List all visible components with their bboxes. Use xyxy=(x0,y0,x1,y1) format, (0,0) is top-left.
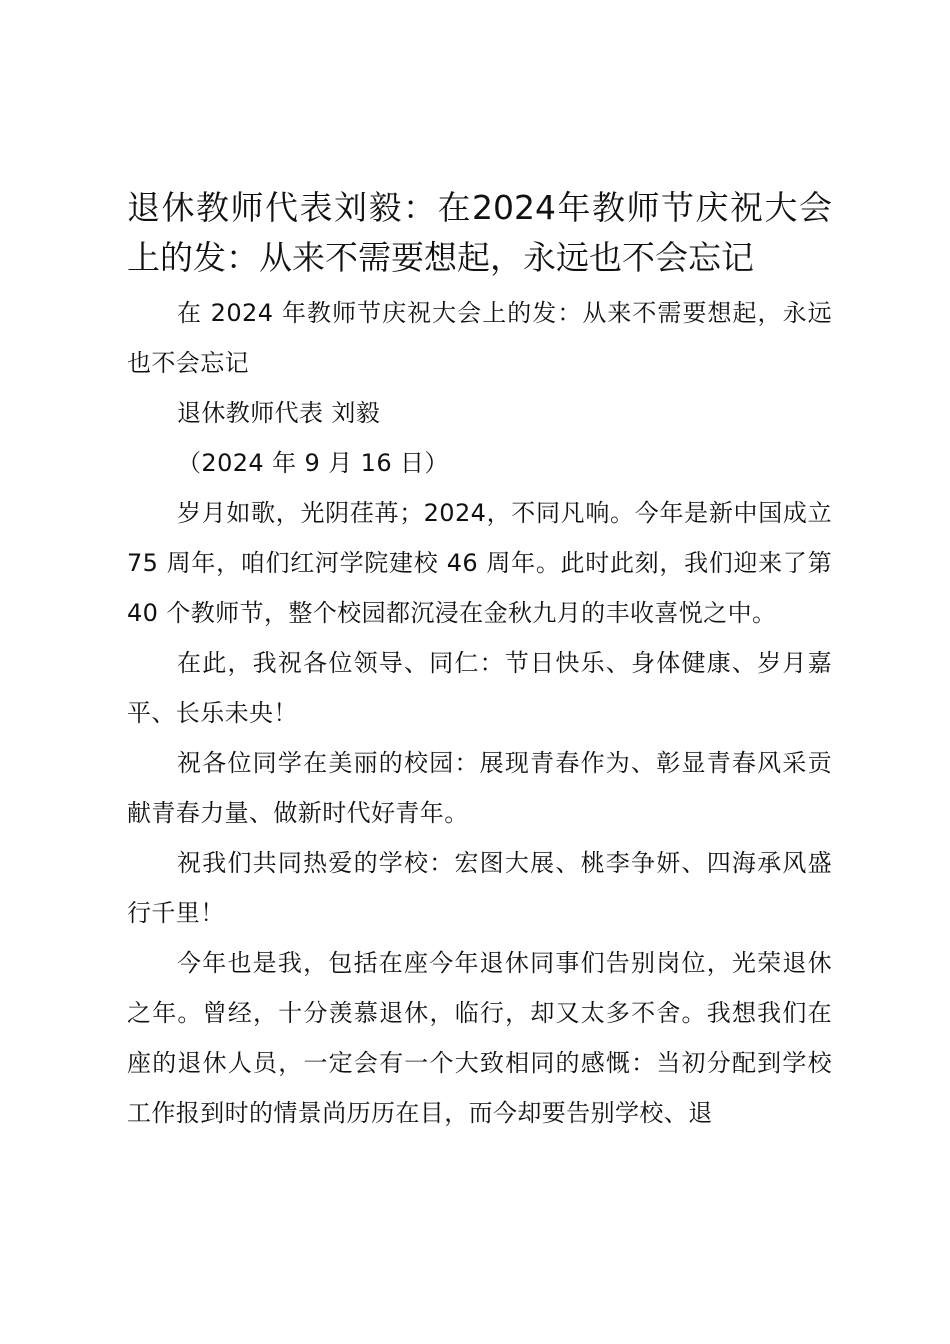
body-paragraph: 今年也是我，包括在座今年退休同事们告别岗位，光荣退休之年。曾经，十分羡慕退休，临行，却又太多不舍。我想我们在座的退休人员，一定会有一个大致相同的感慨：当初分配到学校工作报到时的情景尚历历在目，而今却要告别学校、退 xyxy=(127,949,832,1127)
body-paragraph: 岁月如歌，光阴荏苒；2024，不同凡响。今年是新中国成立 75 周年，咱们红河学院建校 46 周年。此时此刻，我们迎来了第 40 个教师节，整个校园都沉浸在金秋九月的丰收喜悦之中。 xyxy=(127,499,832,627)
body-paragraph: 在此，我祝各位领导、同仁：节日快乐、身体健康、岁月嘉平、长乐未央！ xyxy=(127,649,832,727)
speech-subtitle: 在 2024 年教师节庆祝大会上的发：从来不需要想起，永远也不会忘记 xyxy=(127,299,832,377)
document-title: 退休教师代表刘毅：在2024年教师节庆祝大会上的发：从来不需要想起，永远也不会忘记 xyxy=(127,188,832,277)
speech-date: （2024 年 9 月 16 日） xyxy=(177,449,449,477)
body-paragraph: 祝各位同学在美丽的校园：展现青春作为、彰显青春风采贡献青春力量、做新时代好青年。 xyxy=(127,749,832,827)
body-paragraph: 祝我们共同热爱的学校：宏图大展、桃李争妍、四海承风盛行千里！ xyxy=(127,849,832,927)
document-page xyxy=(127,183,832,1138)
speaker-line: 退休教师代表 刘毅 xyxy=(177,399,381,427)
